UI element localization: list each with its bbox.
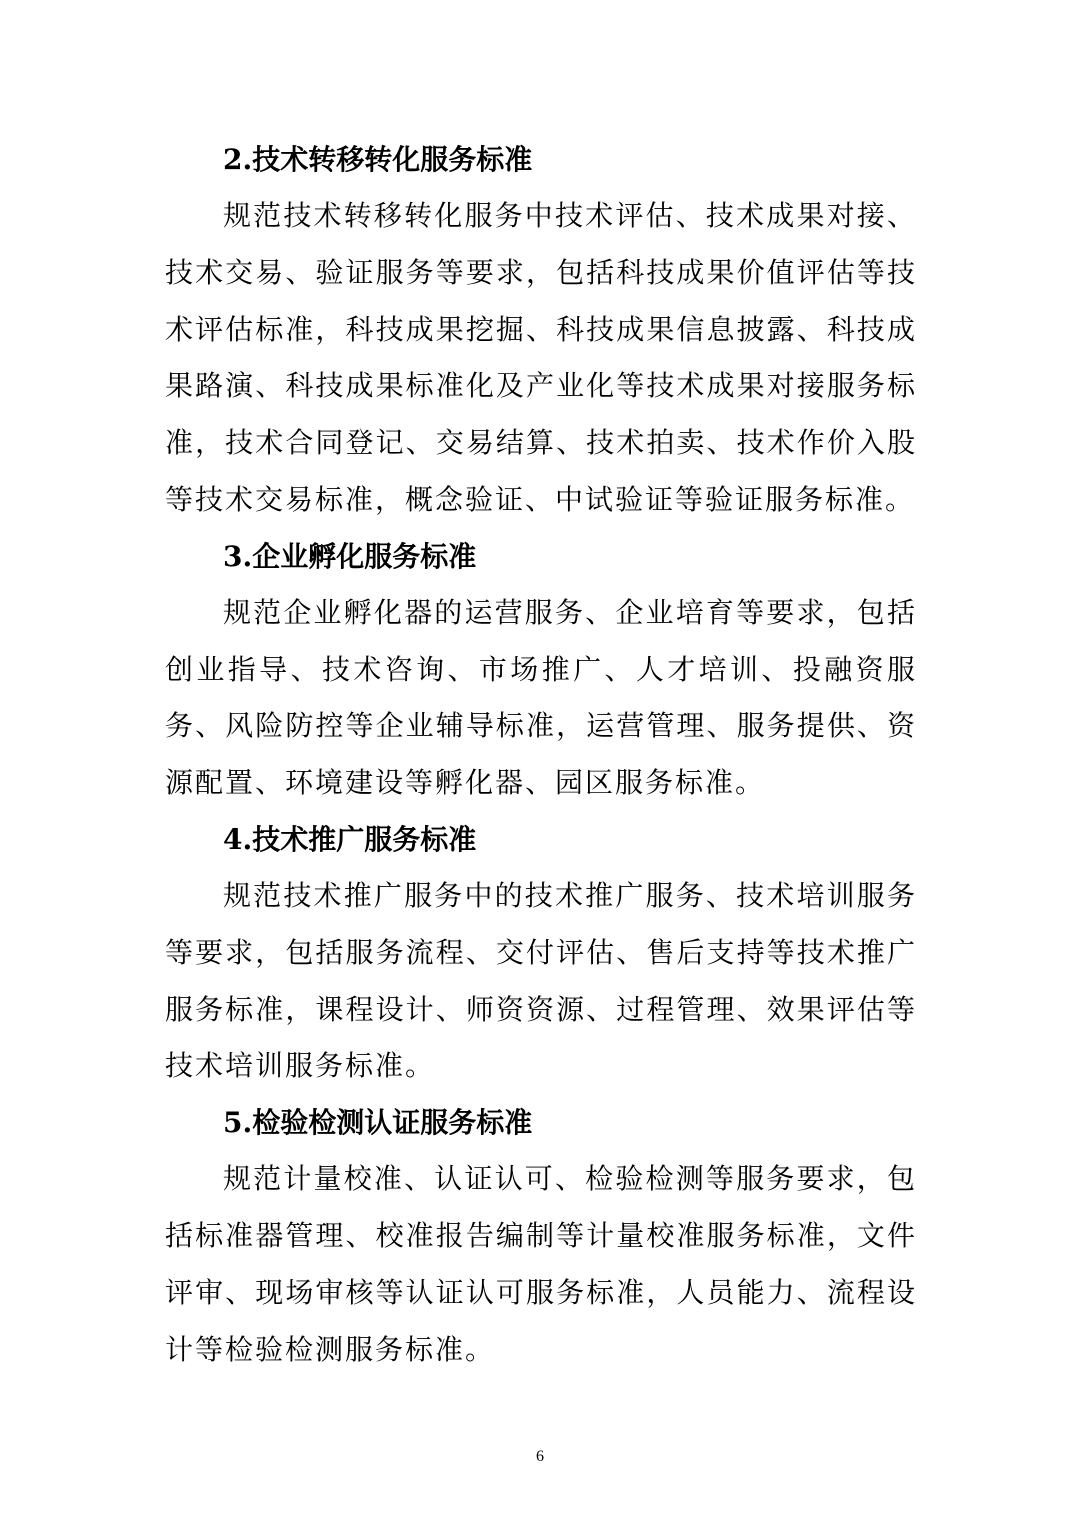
page-number: 6 [536, 1448, 544, 1465]
document-content [165, 132, 917, 1378]
section-body-tech-promotion: 规范技术推广服务中的技术推广服务、技术培训服务等要求，包括服务流程、交付评估、售后支持等技术推广服务标准，课程设计、师资资源、过程管理、效果评估等技术培训服务标准。 [165, 878, 917, 1083]
section-body-tech-transfer: 规范技术转移转化服务中技术评估、技术成果对接、技术交易、验证服务等要求，包括科技成果价值评估等技术评估标准，科技成果挖掘、科技成果信息披露、科技成果路演、科技成果标准化及产业化等技术成果对接服务标准，技术合同登记、交易结算、技术拍卖、技术作价入股等技术交易标准，概念验证、中试验证等验证服务标准。 [165, 199, 917, 516]
section-heading-tech-promotion: 4.技术推广服务标准 [223, 822, 477, 856]
section-heading-tech-transfer: 2.技术转移转化服务标准 [223, 143, 533, 176]
section-body-incubation: 规范企业孵化器的运营服务、企业培育等要求，包括创业指导、技术咨询、市场推广、人才培训、投融资服务、风险防控等企业辅导标准，运营管理、服务提供、资源配置、环境建设等孵化器、园区服务标准。 [165, 595, 917, 800]
section-body-inspection-certification: 规范计量校准、认证认可、检验检测等服务要求，包括标准器管理、校准报告编制等计量校准服务标准，文件评审、现场审核等认证认可服务标准，人员能力、流程设计等检验检测服务标准。 [165, 1162, 917, 1366]
section-heading-inspection-certification: 5.检验检测认证服务标准 [223, 1106, 533, 1140]
section-heading-incubation: 3.企业孵化服务标准 [223, 539, 477, 573]
